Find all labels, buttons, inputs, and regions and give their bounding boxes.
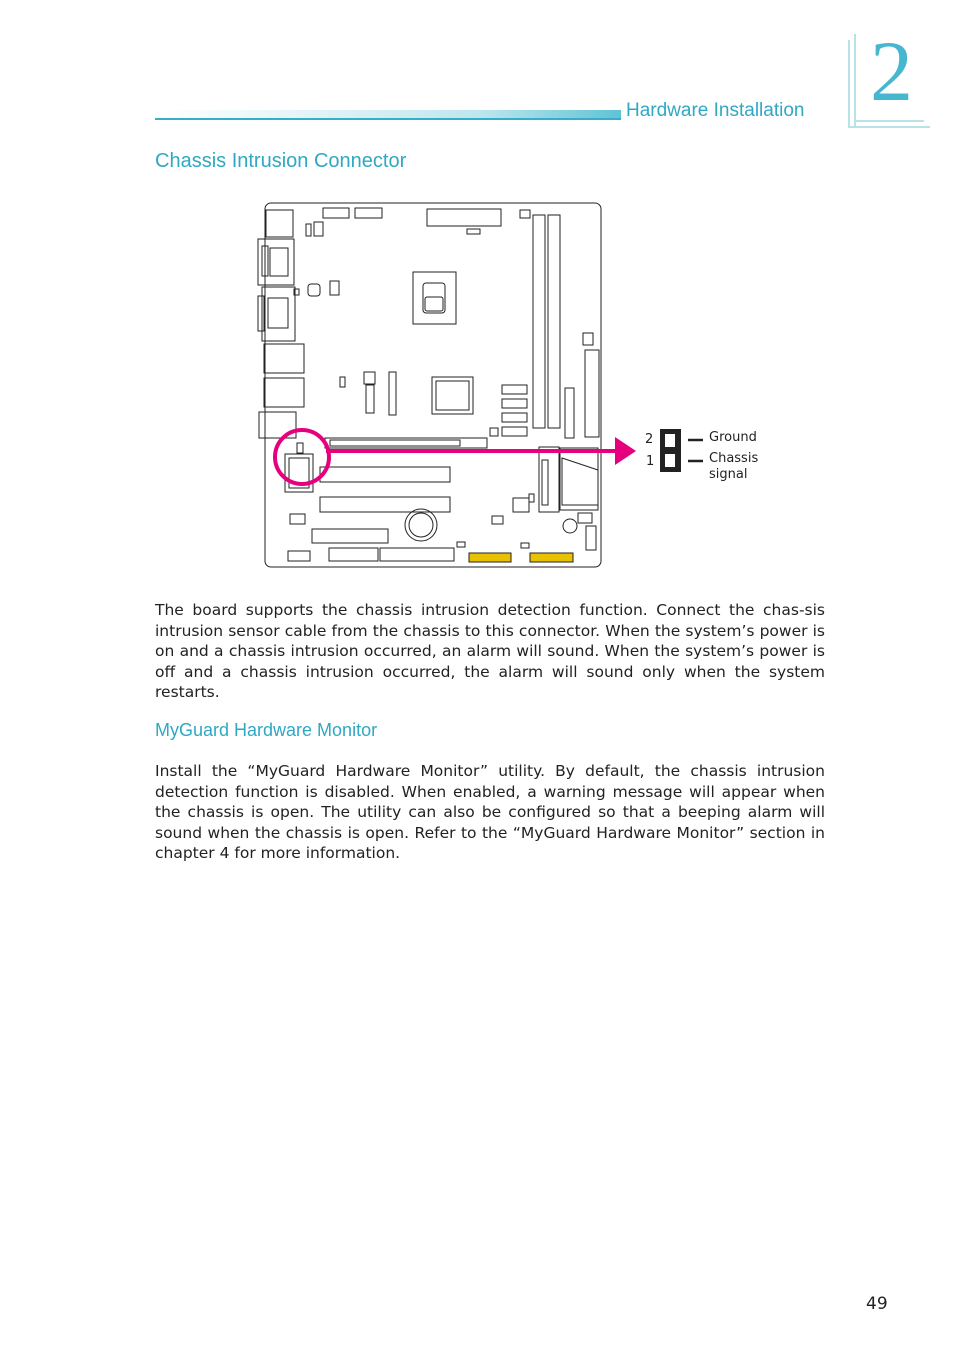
pin-2-label: Ground [709, 430, 757, 445]
section-title: Chassis Intrusion Connector [155, 150, 407, 172]
pointer-arrowhead [615, 437, 636, 465]
chassis-header-small [297, 443, 303, 453]
myguard-paragraph: Install the “MyGuard Hardware Monitor” utility. By default, the chassis intrusion detection function is disabled. When enabled, a warning message will appear when the chassis is open. The utility can also be configured so that a beeping alarm will sound when the chassis is open. Refer to the “MyGuard Hardware Monitor” section in chapter 4 for more information. [155, 762, 825, 863]
page-number: 49 [866, 1294, 888, 1314]
chapter-number: 2 [870, 23, 913, 119]
yellow-header-right [530, 553, 573, 562]
description-paragraph: The board supports the chassis intrusion detection function. Connect the chas-sis intrusion sensor cable from the chassis to this connector. When the system’s power is on and a chassis intrusion occurred, an alarm will sound. When the system’s power is off and a chassis intrusion occurred, the alarm will sound only when the system restarts. [155, 601, 825, 702]
pin-1-label-line1: Chassis [709, 451, 759, 466]
header-title: Hardware Installation [626, 100, 805, 121]
pin-2 [665, 434, 675, 447]
motherboard-diagram [0, 0, 954, 600]
pin-1-label-line2: signal [709, 467, 748, 482]
subsection-title: MyGuard Hardware Monitor [155, 720, 378, 740]
yellow-header-left [469, 553, 511, 562]
pin-1-number: 1 [646, 454, 655, 469]
pin-2-number: 2 [645, 432, 654, 447]
pin-1 [665, 454, 675, 467]
